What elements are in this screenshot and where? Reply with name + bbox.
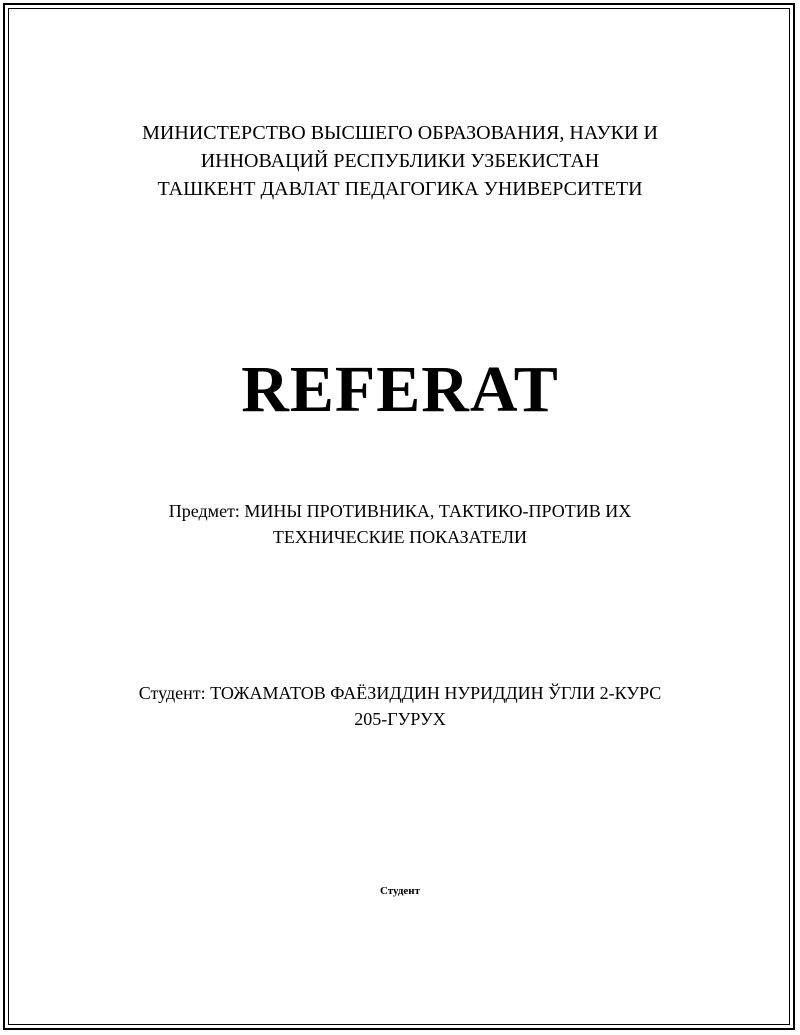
subject-block [0, 498, 800, 550]
subject-line-2: ТЕХНИЧЕСКИЕ ПОКАЗАТЕЛИ [272, 527, 528, 547]
subject-line-1: Предмет: МИНЫ ПРОТИВНИКА, ТАКТИКО-ПРОТИВ ИХ [168, 501, 632, 521]
header-line-ministry: МИНИСТЕРСТВО ВЫСШЕГО ОБРАЗОВАНИЯ, НАУКИ И [142, 122, 658, 144]
header-line-republic: ИННОВАЦИЙ РЕСПУБЛИКИ УЗБЕКИСТАН [200, 150, 600, 172]
header-line-university: ТАШКЕНТ ДАВЛАТ ПЕДАГОГИКА УНИВЕРСИТЕТИ [157, 178, 643, 200]
document-title: REFERAT [241, 353, 559, 426]
footer-label: Студент [379, 885, 421, 897]
student-line-1: Студент: ТОЖАМАТОВ ФАЁЗИДДИН НУРИДДИН ЎГЛИ 2-КУРС [138, 683, 662, 703]
student-block [0, 680, 800, 732]
institution-header [0, 119, 800, 203]
student-line-2: 205-ГУРУХ [354, 709, 446, 729]
